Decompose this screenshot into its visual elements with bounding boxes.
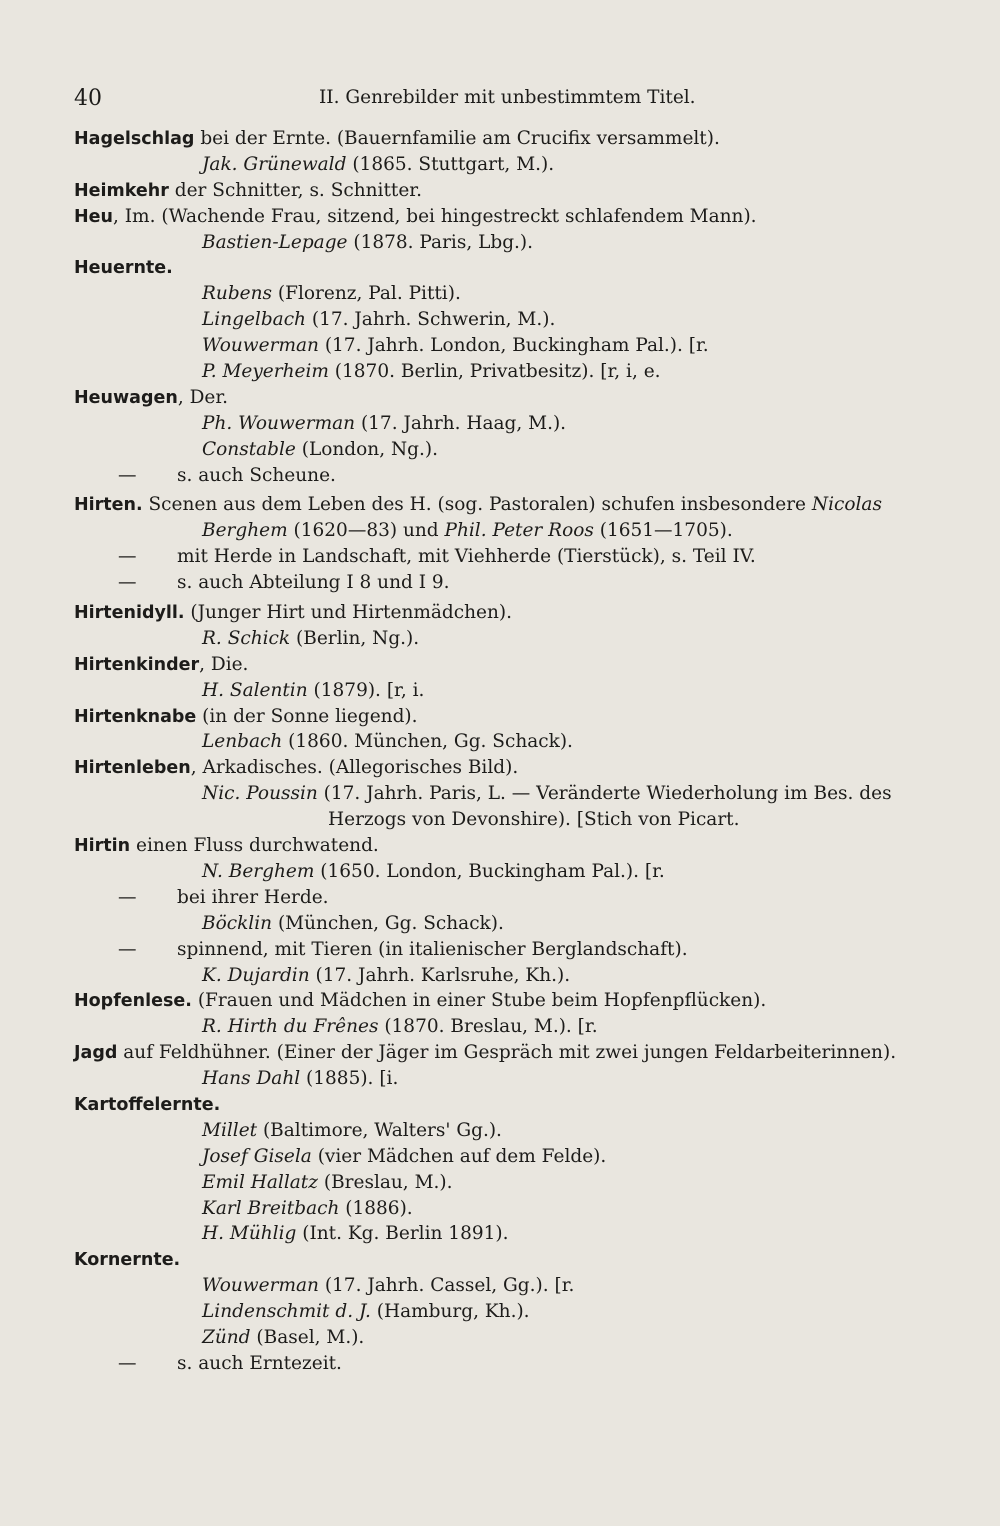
- entry-row: [74, 988, 954, 1014]
- artist-name: Zünd: [202, 1326, 251, 1348]
- artist-name: Nicolas: [811, 494, 882, 516]
- entry-text: (in der Sonne liegend).: [196, 705, 418, 727]
- entry-text: (1865. Stuttgart, M.).: [346, 153, 555, 175]
- entry-text: (17. Jahrh. Karlsruhe, Kh.).: [309, 964, 571, 986]
- artist-row: [74, 1299, 954, 1325]
- dash-mark: —: [118, 886, 137, 908]
- entry-text: , Der.: [177, 386, 229, 408]
- artist-name: Wouwerman: [202, 1275, 319, 1297]
- artist-name: Nic. Poussin: [202, 783, 318, 805]
- entry-text: (Berlin, Ng.).: [290, 627, 420, 649]
- dash-mark: —: [118, 1352, 137, 1374]
- entry-row: [74, 126, 954, 152]
- headword: Kornernte.: [74, 1250, 181, 1271]
- dash-row: [74, 463, 954, 489]
- artist-name: H. Mühlig: [202, 1223, 297, 1245]
- dash-mark: —: [118, 572, 137, 594]
- entry-row: [74, 178, 954, 204]
- entry-text: , Die.: [199, 653, 249, 675]
- artist-name: Ph. Wouwerman: [202, 412, 356, 434]
- entry-text: (1870. Breslau, M.). [r.: [378, 1016, 598, 1038]
- dash-mark: —: [118, 938, 137, 960]
- entry-row: [74, 255, 954, 281]
- entry-row: [74, 1092, 954, 1118]
- artist-row: [74, 1014, 954, 1040]
- entry-text: Scenen aus dem Leben des H. (sog. Pastoralen) schufen insbesondere: [142, 494, 812, 516]
- headword: Heuernte.: [74, 258, 173, 279]
- entry-text: (Basel, M.).: [250, 1326, 365, 1348]
- entry-text: (Florenz, Pal. Pitti).: [272, 283, 461, 305]
- dash-row: [74, 1351, 954, 1377]
- entry-text: einen Fluss durchwatend.: [130, 835, 379, 857]
- artist-row: [74, 859, 954, 885]
- dash-mark: —: [118, 546, 137, 568]
- dash-row: [74, 885, 954, 911]
- artist-name: Lenbach: [202, 731, 283, 753]
- artist-name: H. Salentin: [202, 679, 308, 701]
- entry-text: (17. Jahrh. Paris, L. — Veränderte Wiederholung im Bes. des: [317, 783, 892, 805]
- artist-row: [74, 1170, 954, 1196]
- entry-row: [74, 492, 954, 518]
- artist-row: [74, 911, 954, 937]
- artist-row: [74, 1066, 954, 1092]
- artist-row: [74, 333, 954, 359]
- headword: Kartoffelernte.: [74, 1094, 221, 1115]
- entry-text: s. auch Erntezeit.: [177, 1352, 342, 1374]
- headword: Hagelschlag: [74, 129, 195, 149]
- entry-text: (1885). [i.: [300, 1068, 399, 1090]
- entry-text: mit Herde in Landschaft, mit Viehherde (Tierstück), s. Teil IV.: [177, 546, 756, 568]
- entry-text: bei der Ernte. (Bauernfamilie am Crucifix versammelt).: [194, 128, 720, 149]
- artist-name: Millet: [202, 1119, 258, 1141]
- index-entries: [74, 126, 954, 1377]
- entry-text: (17. Jahrh. Cassel, Gg.). [r.: [318, 1275, 575, 1297]
- dash-row: [74, 544, 954, 570]
- entry-text: (17. Jahrh. Schwerin, M.).: [305, 309, 556, 331]
- entry-text: (1878. Paris, Lbg.).: [347, 231, 534, 253]
- running-title: II. Genrebilder mit unbestimmtem Titel.: [319, 87, 696, 108]
- entry-text: (London, Ng.).: [295, 438, 438, 460]
- entry-text: auf Feldhühner. (Einer der Jäger im Gespräch mit zwei jungen Feldarbeiterinnen).: [117, 1042, 897, 1064]
- artist-row: [74, 626, 954, 652]
- artist-name: P. Meyerheim: [202, 361, 329, 383]
- headword: Heuwagen: [74, 387, 178, 408]
- entry-text: (1886).: [339, 1197, 413, 1219]
- entry-text: bei ihrer Herde.: [177, 886, 329, 908]
- headword: Hopfenlese.: [74, 991, 192, 1012]
- entry-row: [74, 385, 954, 411]
- entry-text: (Baltimore, Walters' Gg.).: [257, 1119, 502, 1141]
- entry-row: [74, 755, 954, 781]
- artist-name: R. Schick: [202, 627, 291, 649]
- artist-row: [74, 1221, 954, 1247]
- entry-text: der Schnitter, s. Schnitter.: [168, 179, 422, 201]
- artist-row: [74, 1273, 954, 1299]
- artist-row: [74, 1118, 954, 1144]
- artist-row: [74, 729, 954, 755]
- artist-name: Berghem: [202, 520, 288, 542]
- headword: Heu: [74, 206, 113, 227]
- entry-row: [74, 204, 954, 230]
- artist-row: [74, 152, 954, 178]
- artist-name: Lindenschmit d. J.: [202, 1301, 371, 1323]
- entry-text: (1860. München, Gg. Schack).: [282, 731, 573, 753]
- artist-row: [74, 281, 954, 307]
- artist-name: Phil. Peter Roos: [444, 520, 594, 542]
- entry-text: (1650. London, Buckingham Pal.). [r.: [314, 860, 665, 882]
- dash-row: [74, 570, 954, 596]
- artist-row: [74, 1196, 954, 1222]
- artist-name: Jak. Grünewald: [202, 153, 347, 175]
- dash-mark: —: [118, 464, 137, 486]
- entry-text: , Arkadisches. (Allegorisches Bild).: [190, 757, 519, 779]
- entry-text: (München, Gg. Schack).: [272, 912, 504, 934]
- artist-row: [74, 1325, 954, 1351]
- entry-row: [74, 1040, 954, 1066]
- artist-name: Lingelbach: [202, 309, 306, 331]
- headword: Hirtenidyll.: [74, 603, 185, 624]
- entry-text: (Int. Kg. Berlin 1891).: [296, 1223, 509, 1245]
- headword: Hirtenkinder: [74, 654, 200, 675]
- headword: Jagd: [74, 1043, 118, 1064]
- entry-text: (1870. Berlin, Privatbesitz). [r, i, e.: [328, 361, 661, 383]
- entry-text: spinnend, mit Tieren (in italienischer Berglandschaft).: [177, 938, 688, 960]
- entry-text: (1651—1705).: [593, 520, 733, 542]
- entry-text: (vier Mädchen auf dem Felde).: [311, 1145, 607, 1167]
- entry-row: [74, 652, 954, 678]
- entry-text: Herzogs von Devonshire). [Stich von Picart.: [328, 809, 740, 831]
- artist-name: Hans Dahl: [202, 1068, 301, 1090]
- artist-row: [74, 307, 954, 333]
- entry-text: (Breslau, M.).: [317, 1171, 453, 1193]
- headword: Hirtin: [74, 836, 131, 857]
- continuation-row: [74, 807, 954, 833]
- artist-name: Wouwerman: [202, 335, 319, 357]
- entry-text: (17. Jahrh. London, Buckingham Pal.). [r.: [318, 335, 709, 357]
- headword: Heimkehr: [74, 180, 169, 201]
- artist-name: Bastien-Lepage: [202, 231, 348, 253]
- artist-row: [74, 411, 954, 437]
- entry-text: (Frauen und Mädchen in einer Stube beim Hopfenpflücken).: [191, 990, 767, 1012]
- headword: Hirtenleben: [74, 758, 191, 779]
- artist-row: [74, 359, 954, 385]
- artist-name: Emil Hallatz: [202, 1171, 318, 1193]
- entry-text: (1620—83) und: [287, 520, 445, 542]
- entry-text: s. auch Abteilung I 8 und I 9.: [177, 572, 450, 594]
- page-header: [74, 86, 954, 116]
- entry-text: , Im. (Wachende Frau, sitzend, bei hingestreckt schlafendem Mann).: [112, 205, 757, 227]
- artist-name: K. Dujardin: [202, 964, 310, 986]
- headword: Hirten.: [74, 495, 143, 516]
- artist-row: [74, 518, 954, 544]
- entry-text: (Hamburg, Kh.).: [370, 1301, 530, 1323]
- artist-row: [74, 1144, 954, 1170]
- dash-row: [74, 937, 954, 963]
- entry-row: [74, 833, 954, 859]
- artist-name: N. Berghem: [202, 860, 315, 882]
- artist-name: Karl Breitbach: [202, 1197, 340, 1219]
- entry-text: s. auch Scheune.: [177, 464, 336, 486]
- artist-name: Böcklin: [202, 912, 273, 934]
- artist-name: Rubens: [202, 283, 273, 305]
- entry-text: (17. Jahrh. Haag, M.).: [355, 412, 567, 434]
- artist-row: [74, 437, 954, 463]
- artist-name: Constable: [202, 438, 296, 460]
- artist-row: [74, 781, 954, 807]
- artist-row: [74, 230, 954, 256]
- headword: Hirtenknabe: [74, 706, 197, 727]
- artist-name: R. Hirth du Frênes: [202, 1016, 379, 1038]
- entry-row: [74, 704, 954, 730]
- artist-row: [74, 963, 954, 989]
- artist-row: [74, 678, 954, 704]
- artist-name: Josef Gisela: [202, 1145, 312, 1167]
- entry-row: [74, 1247, 954, 1273]
- page-number: 40: [74, 86, 102, 111]
- entry-text: (Junger Hirt und Hirtenmädchen).: [184, 602, 513, 624]
- entry-text: (1879). [r, i.: [307, 679, 425, 701]
- entry-row: [74, 600, 954, 626]
